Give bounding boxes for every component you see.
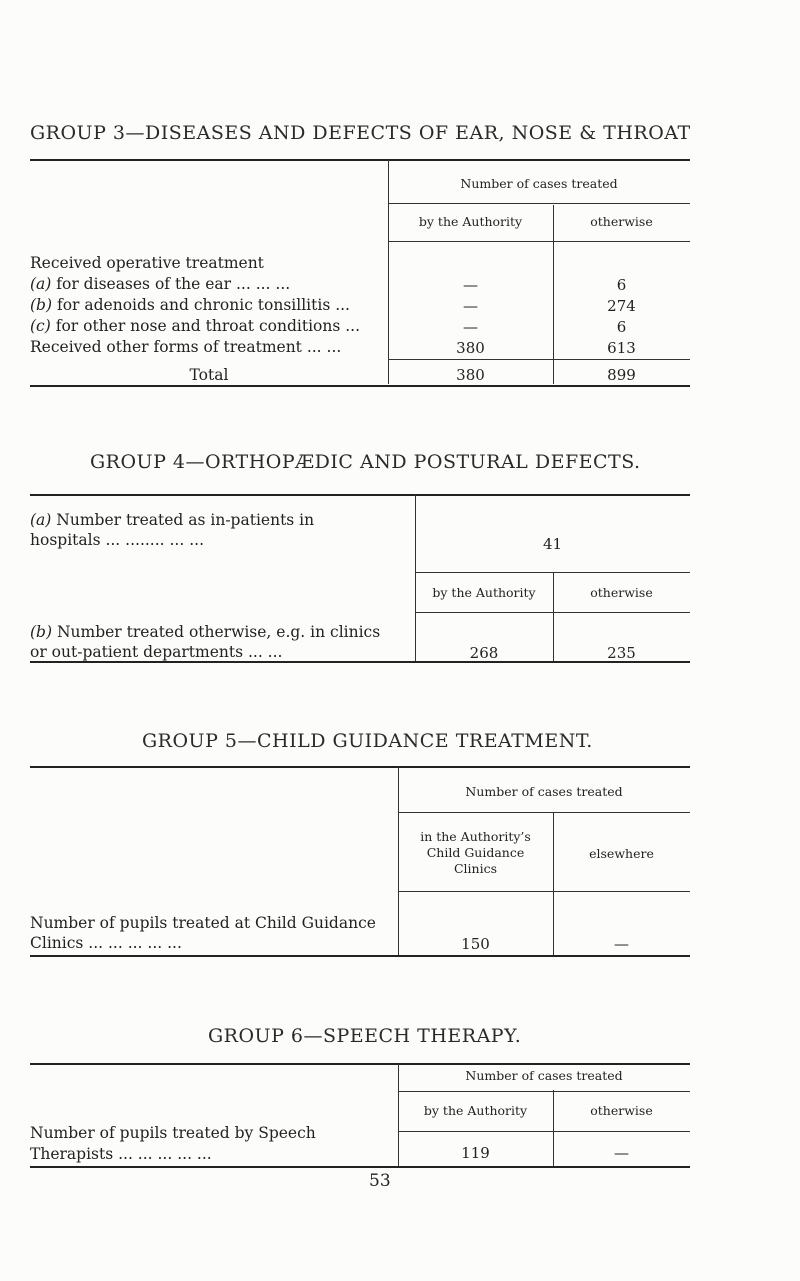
group3-other-authority: 380 xyxy=(456,339,485,357)
row-marker: (a) xyxy=(30,275,52,293)
group3-row-a-otherwise: 6 xyxy=(616,276,627,294)
group4-col-otherwise: otherwise xyxy=(590,585,653,600)
group3-row-a-authority: — xyxy=(463,276,478,294)
group4-row-a-line1 xyxy=(30,511,314,529)
group5-top-rule xyxy=(30,766,690,768)
group3-row-c xyxy=(30,317,360,335)
group3-total-rule xyxy=(389,359,690,360)
group3-row-b-otherwise: 274 xyxy=(607,297,636,315)
group3-row-c-authority: — xyxy=(463,318,478,336)
group5-row-elsewhere: — xyxy=(614,935,629,953)
row-label: for adenoids and chronic tonsillitis ... xyxy=(56,296,350,314)
group5-row-authority: 150 xyxy=(461,935,490,953)
group6-row-authority: 119 xyxy=(461,1144,490,1162)
group3-header-rule xyxy=(389,203,690,204)
group3-row-c-otherwise: 6 xyxy=(616,318,627,336)
group3-subheader-rule xyxy=(389,241,690,242)
group3-row-b xyxy=(30,296,350,314)
group4-header-rule xyxy=(416,572,690,573)
group4-subheader-rule xyxy=(416,612,690,613)
group4-row-b-line1 xyxy=(30,623,380,641)
row-marker: (c) xyxy=(30,317,51,335)
group3-row-a xyxy=(30,275,290,293)
row-label: Number treated as in-patients in xyxy=(56,511,315,529)
group6-row-line2: Therapists ... ... ... ... ... xyxy=(30,1145,212,1163)
group4-row-a-line2: hospitals ... ........ ... ... xyxy=(30,531,204,549)
group4-row-b-otherwise: 235 xyxy=(607,644,636,662)
col-authority-line2: Child Guidance xyxy=(426,845,525,860)
group5-row-line2: Clinics ... ... ... ... ... xyxy=(30,934,182,952)
group3-divider-2 xyxy=(553,205,554,384)
group3-bottom-rule xyxy=(30,385,690,387)
group3-col-authority: by the Authority xyxy=(418,214,523,229)
group6-top-rule xyxy=(30,1063,690,1065)
group5-col-header: Number of cases treated xyxy=(465,784,623,799)
group3-title: GROUP 3—DISEASES AND DEFECTS OF EAR, NOSE & THROAT xyxy=(30,122,691,144)
group4-col-authority: by the Authority xyxy=(432,585,536,600)
group3-col-header: Number of cases treated xyxy=(460,176,618,191)
row-label: for diseases of the ear ... ... ... xyxy=(56,275,291,293)
group4-top-rule xyxy=(30,494,690,496)
group6-col-header: Number of cases treated xyxy=(465,1068,623,1083)
group5-header-rule xyxy=(399,812,690,813)
group3-row-b-authority: — xyxy=(463,297,478,315)
group6-title: GROUP 6—SPEECH THERAPY. xyxy=(208,1025,522,1047)
row-marker: (b) xyxy=(30,623,53,641)
row-marker: (a) xyxy=(30,511,52,529)
group4-title: GROUP 4—ORTHOPÆDIC AND POSTURAL DEFECTS. xyxy=(90,451,641,473)
page-number: 53 xyxy=(369,1171,391,1191)
group5-col-elsewhere: elsewhere xyxy=(589,846,654,861)
group6-subheader-rule xyxy=(399,1131,690,1132)
group5-col-authority xyxy=(398,829,553,877)
group3-total-otherwise: 899 xyxy=(607,366,636,384)
group6-col-otherwise: otherwise xyxy=(590,1103,653,1118)
group6-col-authority: by the Authority xyxy=(423,1103,528,1118)
group4-row-b-authority: 268 xyxy=(469,644,499,662)
row-marker: (b) xyxy=(30,296,53,314)
group3-top-rule xyxy=(30,159,690,161)
row-label: Number treated otherwise, e.g. in clinics xyxy=(56,623,381,641)
group5-title: GROUP 5—CHILD GUIDANCE TREATMENT. xyxy=(142,730,593,752)
group3-other-otherwise: 613 xyxy=(607,339,636,357)
group5-row-line1: Number of pupils treated at Child Guidance xyxy=(30,914,376,932)
group6-bottom-rule xyxy=(30,1166,690,1168)
group3-other-label: Received other forms of treatment ... ... xyxy=(30,338,342,356)
group5-bottom-rule xyxy=(30,955,690,957)
group4-divider-1 xyxy=(415,495,416,661)
group4-row-a-value: 41 xyxy=(542,535,563,553)
row-label: for other nose and throat conditions ... xyxy=(55,317,361,335)
group3-total-label: Total xyxy=(189,366,229,384)
group6-row-line1: Number of pupils treated by Speech xyxy=(30,1124,316,1142)
group4-row-b-line2: or out-patient departments ... ... xyxy=(30,643,283,661)
group6-row-otherwise: — xyxy=(614,1144,629,1162)
group3-total-authority: 380 xyxy=(456,366,485,384)
group3-section-label: Received operative treatment xyxy=(30,254,264,272)
col-authority-line1: in the Authority’s xyxy=(420,829,531,844)
group3-col-otherwise: otherwise xyxy=(590,214,653,229)
group4-bottom-rule xyxy=(30,661,690,663)
group5-subheader-rule xyxy=(399,891,690,892)
group5-divider-2 xyxy=(553,813,554,955)
col-authority-line3: Clinics xyxy=(453,861,498,876)
group6-header-rule xyxy=(399,1091,690,1092)
